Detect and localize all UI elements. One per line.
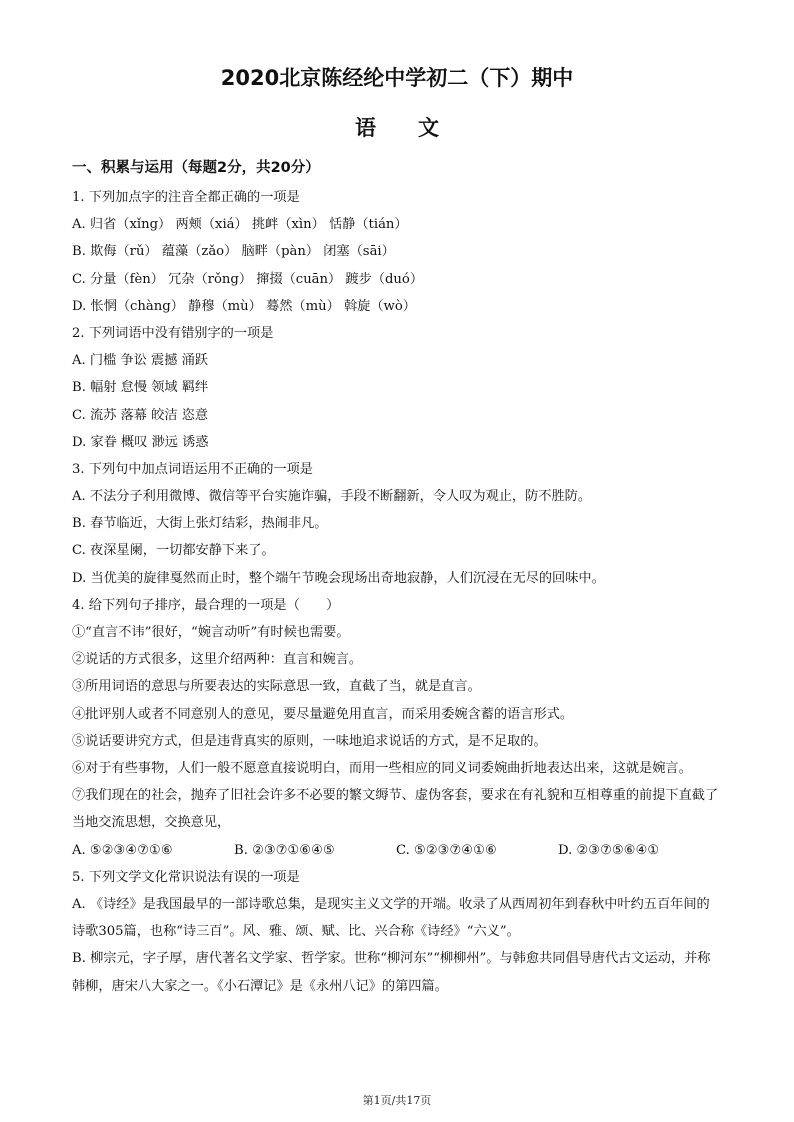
question-content [72,184,722,1000]
q3-option-c: C. 夜深星阑，一切都安静下来了。 [72,543,275,559]
q5-stem: 5. 下列文学文化常识说法有误的一项是 [72,869,300,885]
q3-option-d: D. 当优美的旋律戛然而止时，整个端午节晚会现场出奇地寂静，人们沉浸在无尽的回味中。 [72,570,605,586]
q3-option-a: A. 不法分子利用微博、微信等平台实施诈骗，手段不断翻新，令人叹为观止，防不胜防。 [72,489,592,505]
q2-option-a: A. 门槛 争讼 震撼 涌跃 [72,353,208,369]
q4-sentence-6: ⑥对于有些事物，人们一般不愿意直接说明白，而用一些相应的同义词委婉曲折地表达出来，这就是婉言。 [72,760,692,776]
q2-option-d: D. 家眷 概叹 渺远 诱惑 [72,434,209,450]
q5-option-a: A. 《诗经》是我国最早的一部诗歌总集，是现实主义文学的开端。收录了从西周初年到春秋中叶约五百年间的诗歌305篇，也称“诗三百”。风、雅、颂、赋、比、兴合称《诗经》“六义”。 [72,896,710,940]
q4-sentence-5: ⑤说话要讲究方式，但是违背真实的原则，一味地追求说话的方式，是不足取的。 [72,733,547,749]
q4-stem: 4. 给下列句子排序，最合理的一项是（ ） [72,597,340,613]
subject-title: 语文 [355,116,481,140]
page-title: 2020北京陈经纶中学初二（下）期中 [220,66,574,90]
q4-sentence-4: ④批评别人或者不同意别人的意见，要尽量避免用直言，而采用委婉含蓄的语言形式。 [72,706,574,722]
q4-option-d: D. ②③⑦⑤⑥④① [558,842,660,858]
q3-stem: 3. 下列句中加点词语运用不正确的一项是 [72,461,313,477]
q1-stem: 1. 下列加点字的注音全都正确的一项是 [72,190,300,205]
q2-stem: 2. 下列词语中没有错别字的一项是 [72,325,274,341]
q1-option-a: A. 归省（xǐng） 两颊（xiá） 挑衅（xìn） 恬静（tián） [72,217,408,233]
q5-option-b: B. 柳宗元，字子厚，唐代著名文学家、哲学家。世称“柳河东”“柳柳州”。与韩愈共同倡导唐代古文运动，并称韩柳，唐宋八大家之一。《小石潭记》是《永州八记》的第四篇。 [72,951,711,994]
q4-sentence-2: ②说话的方式很多，这里介绍两种：直言和婉言。 [72,652,363,668]
page-footer: 第1页/共17页 [362,1094,432,1107]
q4-sentence-1: ①“直言不讳”很好，“婉言动听”有时候也需要。 [72,625,350,640]
q4-option-b: B. ②③⑦①⑥④⑤ [234,842,335,858]
q1-option-d: D. 怅惘（chàng） 静穆（mù） 蓦然（mù） 斡旋（wò） [72,298,416,314]
q4-option-a: A. ⑤②③④⑦①⑥ [72,842,173,858]
q1-option-b: B. 欺侮（rǔ） 蕴藻（zǎo） 脑畔（pàn） 闭塞（sāi） [72,244,395,260]
q4-sentence-3: ③所用词语的意思与所要表达的实际意思一致，直截了当，就是直言。 [72,679,481,695]
q3-option-b: B. 春节临近，大街上张灯结彩，热闹非凡。 [72,516,328,532]
q4-options [72,837,722,864]
q2-option-b: B. 幅射 怠慢 领域 羁绊 [72,380,209,396]
section-heading: 一、积累与运用（每题2分，共20分） [72,160,320,176]
q1-option-c: C. 分量（fèn） 冗杂（rǒng） 撺掇（cuān） 踱步（duó） [72,271,424,287]
q4-sentence-7: ⑦我们现在的社会，抛弃了旧社会许多不必要的繁文缛节、虚伪客套，要求在有礼貌和互相尊重的前提下直截了当地交流思想，交换意见， [72,788,719,831]
q2-option-c: C. 流苏 落幕 皎洁 恣意 [72,407,209,423]
q4-option-c: C. ⑤②③⑦④①⑥ [396,842,497,858]
